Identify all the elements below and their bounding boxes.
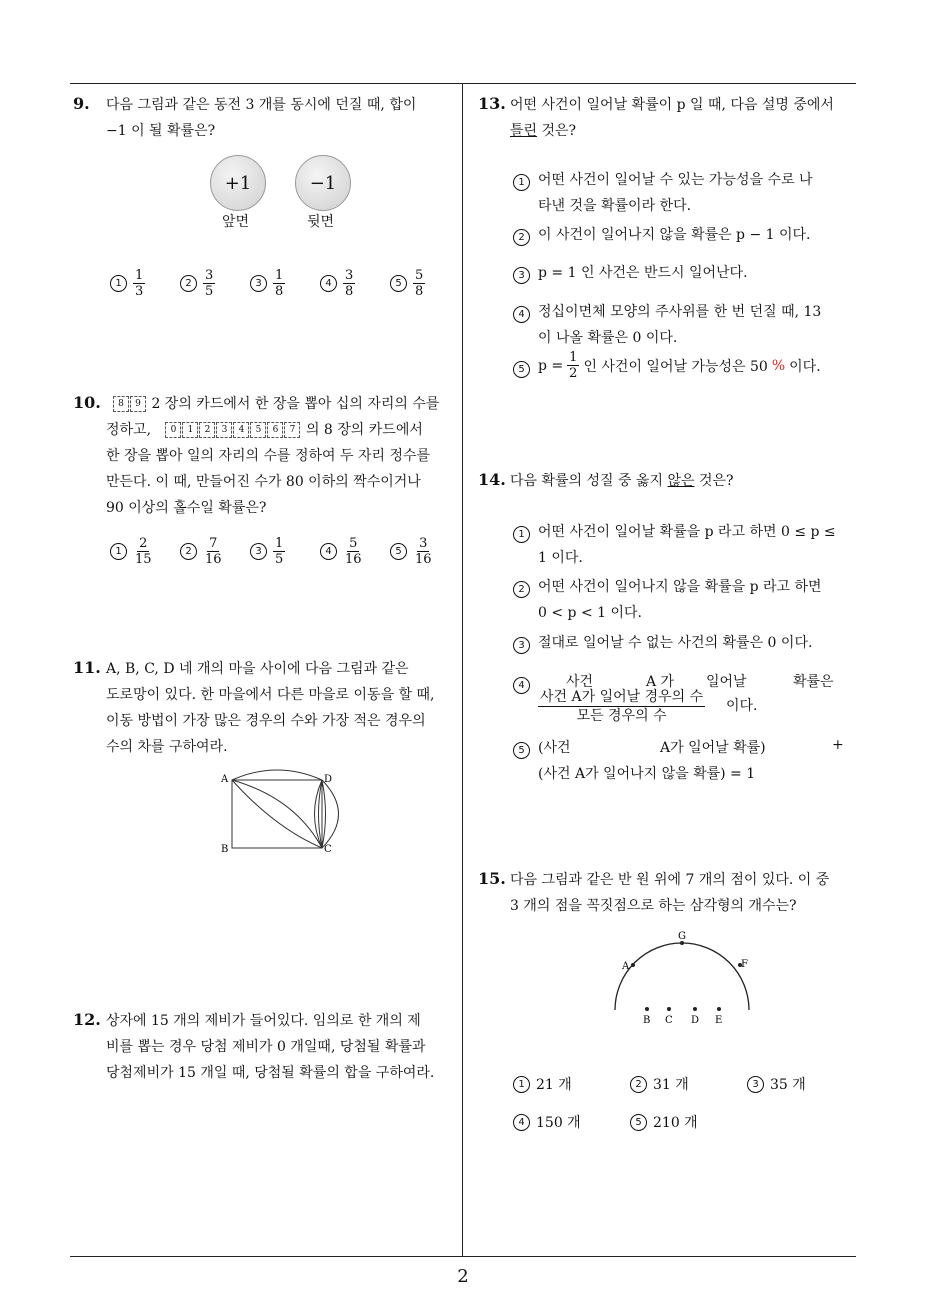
semicircle-diagram (605, 925, 760, 1025)
numerator: 3 (205, 268, 214, 283)
question-number: 15. (478, 869, 506, 888)
question-text-part: 의 8 장의 카드에서 (305, 422, 423, 438)
point-label-g: G (678, 931, 686, 942)
number-card: 7 (284, 422, 300, 438)
question-text-part: 2 장의 카드에서 한 장을 뽑아 십의 자리의 수를 (151, 396, 440, 412)
question-text: 다음 그림과 같은 반 원 위에 7 개의 점이 있다. 이 중 (510, 872, 830, 888)
column-divider (462, 83, 463, 1256)
fraction (273, 536, 285, 567)
question-number: 13. (478, 94, 506, 113)
answer-option (630, 1112, 698, 1132)
coin-value: +1 (224, 172, 252, 194)
coin-back-label: 뒷면 (307, 214, 335, 230)
question-text: 수의 차를 구하여라. (106, 739, 228, 755)
fraction (413, 536, 434, 567)
fraction (133, 536, 154, 567)
label-a: A (221, 774, 229, 785)
question-text: −1 이 될 확률은? (106, 123, 216, 139)
fraction (343, 268, 355, 299)
road-network-diagram (215, 768, 355, 858)
fraction (203, 536, 224, 567)
question-text (106, 419, 423, 439)
number-card: 5 (250, 422, 266, 438)
fraction (203, 268, 215, 299)
question-text: 만든다. 이 때, 만들어진 수가 80 이하의 짝수이거나 (106, 474, 421, 490)
option-text-part: 일어날 (706, 674, 747, 690)
coin-front-label: 앞면 (222, 214, 250, 230)
option-text-part: (사건 (538, 740, 571, 756)
fraction (567, 350, 579, 381)
option-text-part: p = (538, 357, 564, 374)
number-card: 2 (199, 422, 215, 438)
point-label-b: B (643, 1015, 651, 1025)
option-text: 0 < p < 1 이다. (538, 605, 642, 621)
denominator: 2 (569, 366, 578, 381)
option-text-part: 사건 (566, 674, 594, 690)
denominator: 16 (345, 552, 362, 567)
number-card: 8 (113, 396, 129, 412)
numerator: 3 (345, 268, 354, 283)
answer-option (747, 1074, 806, 1094)
point-label-e: E (715, 1015, 723, 1025)
option-mark: 5 (630, 1114, 647, 1131)
answer-option (630, 1074, 689, 1094)
number-card: 6 (267, 422, 283, 438)
point-label-f: F (741, 959, 748, 970)
denominator: 5 (205, 284, 214, 299)
coin-back-image (295, 155, 351, 211)
option-text-part: + (832, 737, 844, 753)
denominator: 5 (275, 552, 284, 567)
option-text: 150 개 (536, 1115, 581, 1131)
option-text-part: A가 일어날 확률) (660, 740, 766, 756)
fraction (343, 536, 364, 567)
option-text-part: 이다. (789, 358, 821, 375)
question-text-part: 다음 확률의 성질 중 옳지 (510, 473, 668, 489)
question-text: 어떤 사건이 일어날 확률이 p 일 때, 다음 설명 중에서 (510, 97, 834, 113)
option-mark: 5 (390, 543, 407, 560)
denominator: 3 (135, 284, 144, 299)
numerator: 3 (419, 536, 428, 551)
numerator: 7 (209, 536, 218, 551)
answer-option (180, 536, 224, 567)
question-text: A, B, C, D 네 개의 마을 사이에 다음 그림과 같은 (106, 661, 409, 677)
option-mark: 5 (513, 361, 530, 378)
question-text (510, 470, 734, 490)
question-text (113, 393, 439, 413)
denominator: 모든 경우의 수 (576, 708, 667, 724)
option-text: 1 이다. (538, 550, 583, 566)
option-mark: 4 (513, 1114, 530, 1131)
card-set-a (113, 396, 147, 412)
number-card: 3 (216, 422, 232, 438)
option-mark: 4 (320, 543, 337, 560)
option-text: 정십이면체 모양의 주사위를 한 번 던질 때, 13 (538, 304, 822, 320)
point-label-d: D (691, 1015, 700, 1025)
option-mark: 2 (180, 543, 197, 560)
option-text-part: 확률은 (793, 674, 834, 690)
fraction (273, 268, 285, 299)
option-mark: 5 (390, 275, 407, 292)
question-text-part: 정하고, (106, 422, 152, 438)
option-text-part: 인 사건이 일어날 가능성은 50 (583, 358, 768, 375)
option-mark: 5 (513, 742, 530, 759)
option-text: 210 개 (653, 1115, 698, 1131)
numerator: 1 (569, 350, 578, 365)
underlined-word: 않은 (667, 473, 695, 489)
question-text: 당첨제비가 15 개일 때, 당첨될 확률의 합을 구하여라. (106, 1065, 435, 1081)
option-mark: 1 (110, 543, 127, 560)
label-b: B (221, 844, 229, 855)
fraction (538, 688, 705, 725)
numerator: 5 (415, 268, 424, 283)
numerator: 1 (275, 536, 284, 551)
option-mark: 3 (250, 275, 267, 292)
numerator: 사건 A가 일어날 경우의 수 (540, 689, 704, 705)
option-text: 절대로 일어날 수 없는 사건의 확률은 0 이다. (538, 635, 813, 651)
denominator: 8 (275, 284, 284, 299)
numerator: 5 (349, 536, 358, 551)
numerator: 1 (135, 268, 144, 283)
question-text: 이동 방법이 가장 많은 경우의 수와 가장 적은 경우의 (106, 713, 426, 729)
answer-option (320, 268, 355, 299)
option-mark: 2 (513, 581, 530, 598)
option-mark: 2 (180, 275, 197, 292)
option-text: 35 개 (770, 1077, 806, 1093)
option-mark: 3 (250, 543, 267, 560)
option-mark: 1 (513, 1076, 530, 1093)
option-mark: 1 (513, 526, 530, 543)
option-text: 어떤 사건이 일어날 확률을 p 라고 하면 0 ≤ p ≤ (538, 524, 836, 540)
numerator: 1 (275, 268, 284, 283)
percent-sign: % (771, 357, 786, 374)
option-mark: 4 (513, 677, 530, 694)
option-mark: 1 (110, 275, 127, 292)
option-text: p = 1 인 사건은 반드시 일어난다. (538, 265, 748, 281)
question-text: 3 개의 점을 꼭짓점으로 하는 삼각형의 개수는? (510, 898, 797, 914)
question-text: 다음 그림과 같은 동전 3 개를 동시에 던질 때, 합이 (106, 97, 417, 113)
option-text: 이 나올 확률은 0 이다. (538, 330, 678, 346)
option-mark: 4 (513, 306, 530, 323)
option-text: 어떤 사건이 일어나지 않을 확률을 p 라고 하면 (538, 579, 822, 595)
question-text: 상자에 15 개의 제비가 들어있다. 임의로 한 개의 제 (106, 1013, 421, 1029)
option-text-part: A 가 (646, 674, 675, 690)
question-text: 도로망이 있다. 한 마을에서 다른 마을로 이동을 할 때, (106, 687, 435, 703)
coin-value: −1 (309, 172, 337, 194)
fraction (133, 268, 145, 299)
top-rule (70, 83, 856, 84)
bottom-rule (70, 1256, 856, 1257)
fraction (413, 268, 425, 299)
denominator: 16 (415, 552, 432, 567)
answer-option (110, 268, 145, 299)
card-set-b (165, 422, 301, 438)
answer-option (250, 268, 285, 299)
answer-option (390, 536, 434, 567)
answer-option (110, 536, 154, 567)
question-text: 90 이상의 홀수일 확률은? (106, 500, 267, 516)
question-number: 12. (73, 1010, 101, 1029)
option-text: (사건 A가 일어나지 않을 확률) = 1 (538, 766, 756, 782)
point-label-a: A (622, 961, 630, 972)
question-number: 11. (73, 658, 101, 677)
coin-front-image (210, 155, 266, 211)
denominator: 15 (135, 552, 152, 567)
answer-option (250, 536, 285, 567)
question-number: 10. (73, 393, 101, 412)
number-card: 0 (165, 422, 181, 438)
number-card: 4 (233, 422, 249, 438)
option-mark: 2 (513, 229, 530, 246)
question-text: 한 장을 뽑아 일의 자리의 수를 정하여 두 자리 정수를 (106, 448, 431, 464)
answer-option (320, 536, 364, 567)
answer-option (513, 1074, 572, 1094)
option-text: 타낸 것을 확률이라 한다. (538, 198, 692, 214)
underlined-word: 틀린 (510, 123, 538, 139)
question-text: 비를 뽑는 경우 당첨 제비가 0 개일때, 당첨될 확률과 (106, 1039, 426, 1055)
denominator: 8 (415, 284, 424, 299)
point-label-c: C (665, 1015, 673, 1025)
number-card: 1 (182, 422, 198, 438)
option-text: 어떤 사건이 일어날 수 있는 가능성을 수로 나 (538, 172, 813, 188)
option-mark: 2 (630, 1076, 647, 1093)
denominator: 8 (345, 284, 354, 299)
option-text: 31 개 (653, 1077, 689, 1093)
question-text-part: 것은? (694, 473, 734, 489)
question-text (510, 120, 576, 140)
option-mark: 1 (513, 174, 530, 191)
question-number: 9. (73, 94, 90, 113)
question-text-part: 것은? (537, 123, 577, 139)
option-text: 이 사건이 일어나지 않을 확률은 p − 1 이다. (538, 227, 811, 243)
answer-option (513, 1112, 581, 1132)
option-mark: 3 (747, 1076, 764, 1093)
denominator: 16 (205, 552, 222, 567)
option-text (538, 350, 821, 381)
option-mark: 3 (513, 637, 530, 654)
question-number: 14. (478, 470, 506, 489)
page-number: 2 (457, 1266, 469, 1287)
number-card: 9 (130, 396, 146, 412)
option-text-part: 이다. (726, 698, 758, 714)
answer-option (390, 268, 425, 299)
numerator: 2 (139, 536, 148, 551)
option-text: 21 개 (536, 1077, 572, 1093)
option-mark: 4 (320, 275, 337, 292)
option-mark: 3 (513, 267, 530, 284)
label-c: C (324, 844, 332, 855)
answer-option (180, 268, 215, 299)
label-d: D (324, 774, 333, 785)
